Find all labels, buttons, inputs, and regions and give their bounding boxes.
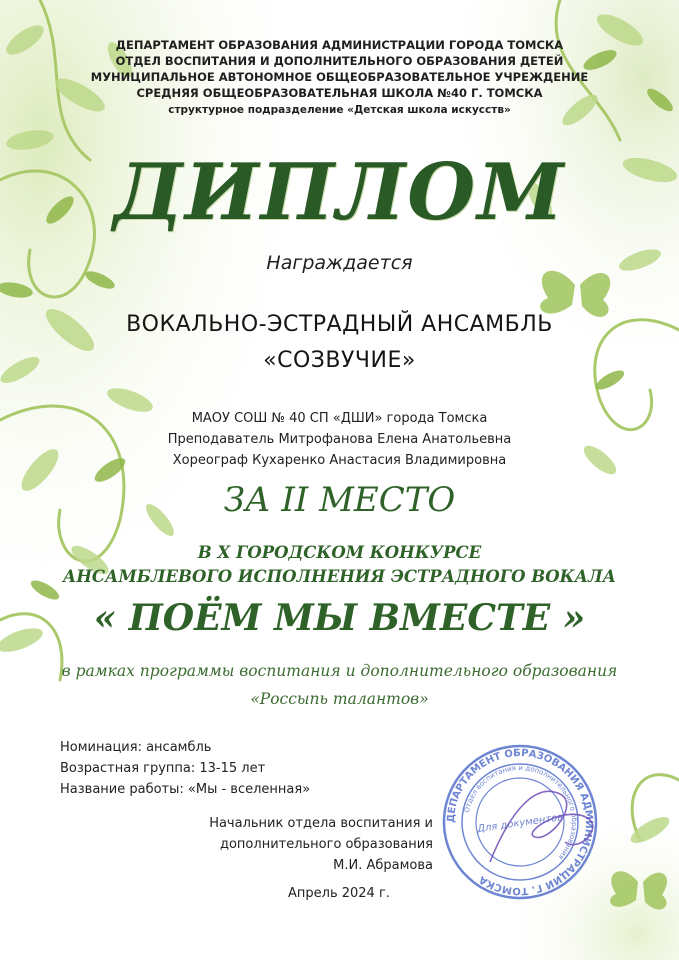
contest-subtitle: АНСАМБЛЕВОГО ИСПОЛНЕНИЯ ЭСТРАДНОГО ВОКАЛА — [62, 567, 617, 586]
signatory-position: Начальник отдела воспитания и — [209, 816, 433, 831]
recipient-name: ВОКАЛЬНО-ЭСТРАДНЫЙ АНСАМБЛЬ — [126, 312, 553, 337]
stamp-inner-text: Отдел воспитания и дополнительного образования — [462, 763, 579, 862]
program-name: «Россыпь талантов» — [250, 690, 429, 708]
department-header: ДЕПАРТАМЕНТ ОБРАЗОВАНИЯ АДМИНИСТРАЦИИ ГОРОДА ТОМСКА — [115, 38, 564, 52]
signatory-department: дополнительного образования — [219, 837, 433, 852]
issue-date: Апрель 2024 г. — [288, 886, 390, 901]
nomination: Номинация: ансамбль — [60, 740, 212, 755]
contest-name: « ПОЁМ МЫ ВМЕСТЕ » — [93, 597, 586, 639]
school-name: СРЕДНЯЯ ОБЩЕОБРАЗОВАТЕЛЬНАЯ ШКОЛА №40 Г. ТОМСКА — [136, 86, 543, 100]
work-title: Название работы: «Мы - вселенная» — [60, 782, 311, 797]
official-stamp — [440, 742, 600, 902]
awarded-label: Награждается — [266, 252, 413, 274]
institution-type: МУНИЦИПАЛЬНОЕ АВТОНОМНОЕ ОБЩЕОБРАЗОВАТЕЛЬНОЕ УЧРЕЖДЕНИЕ — [90, 70, 589, 84]
signatory-name: М.И. Абрамова — [333, 858, 433, 873]
teacher-info: Преподаватель Митрофанова Елена Анатольевна — [167, 432, 512, 447]
contest-title: В X ГОРОДСКОМ КОНКУРСЕ — [197, 543, 482, 562]
school-info: МАОУ СОШ № 40 СП «ДШИ» города Томска — [191, 411, 488, 426]
subdivision-name: структурное подразделение «Детская школа искусств» — [168, 104, 511, 116]
choreographer-info: Хореограф Кухаренко Анастасия Владимировна — [172, 453, 507, 468]
stamp-center-text: Для документов — [476, 812, 564, 835]
program-line: в рамках программы воспитания и дополнительного образования — [61, 662, 618, 680]
diploma-title: ДИПЛОМ — [113, 147, 566, 238]
age-group: Возрастная группа: 13-15 лет — [60, 761, 266, 776]
stamp-outer-text: ДЕПАРТАМЕНТ ОБРАЗОВАНИЯ АДМИНИСТРАЦИИ Г. ТОМСКА — [445, 747, 595, 897]
department-subheader: ОТДЕЛ ВОСПИТАНИЯ И ДОПОЛНИТЕЛЬНОГО ОБРАЗОВАНИЯ ДЕТЕЙ — [115, 54, 564, 68]
award-place: ЗА II МЕСТО — [223, 480, 456, 520]
recipient-ensemble: «СОЗВУЧИЕ» — [263, 348, 416, 373]
